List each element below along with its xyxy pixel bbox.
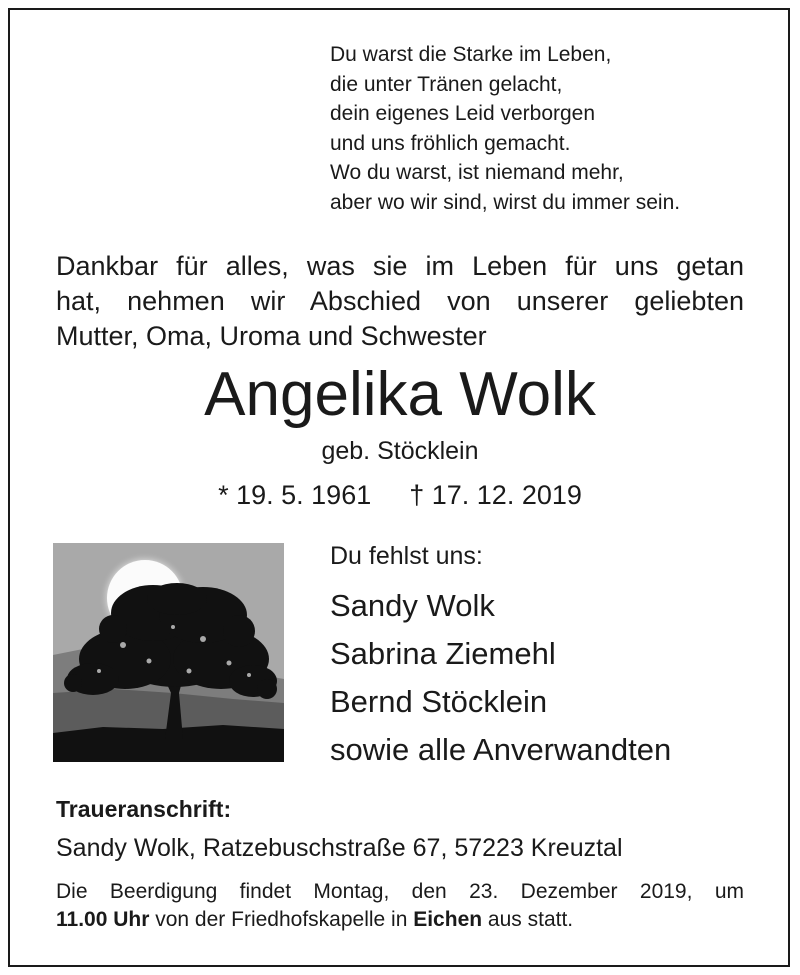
- life-dates: [0, 478, 800, 512]
- birth-date: * 19. 5. 1961: [218, 480, 372, 510]
- death-date: † 17. 12. 2019: [409, 480, 582, 510]
- mourner-name: sowie alle Anverwandten: [330, 732, 672, 767]
- poem-line: die unter Tränen gelacht,: [330, 72, 563, 96]
- address-label: Traueranschrift:: [56, 796, 232, 822]
- deceased-name: Angelika Wolk: [204, 360, 596, 429]
- burial-info: [56, 878, 744, 934]
- poem-line: aber wo wir sind, wirst du immer sein.: [330, 190, 681, 214]
- poem-line: Du warst die Starke im Leben,: [330, 43, 612, 66]
- burial-place: Eichen: [413, 908, 483, 931]
- intro-text: [56, 249, 744, 354]
- tree-sunset-image: [53, 543, 284, 762]
- burial-line: Die Beerdigung findet Montag, den 23. Dezember 2019, um: [56, 880, 744, 903]
- mourner-name: Sandy Wolk: [330, 588, 495, 623]
- mourners-list: [330, 582, 671, 774]
- intro-line: hat, nehmen wir Abschied von unserer geliebten: [56, 286, 744, 316]
- mourner-name: Sabrina Ziemehl: [330, 636, 556, 671]
- intro-line: Mutter, Oma, Uroma und Schwester: [56, 321, 487, 351]
- burial-time: 11.00 Uhr: [56, 908, 150, 931]
- poem-line: und uns fröhlich gemacht.: [330, 131, 571, 155]
- address-text: Sandy Wolk, Ratzebuschstraße 67, 57223 Kreuztal: [56, 834, 623, 862]
- mourners-heading: Du fehlst uns:: [330, 542, 483, 570]
- poem: [330, 40, 680, 217]
- intro-line: Dankbar für alles, was sie im Leben für uns getan: [56, 251, 744, 281]
- mourner-name: Bernd Stöcklein: [330, 684, 548, 719]
- poem-line: Wo du warst, ist niemand mehr,: [330, 161, 624, 184]
- maiden-name: geb. Stöcklein: [321, 437, 479, 465]
- poem-line: dein eigenes Leid verborgen: [330, 102, 596, 125]
- burial-line: 11.00 Uhr von der Friedhofskapelle in Eichen aus statt.: [56, 908, 574, 931]
